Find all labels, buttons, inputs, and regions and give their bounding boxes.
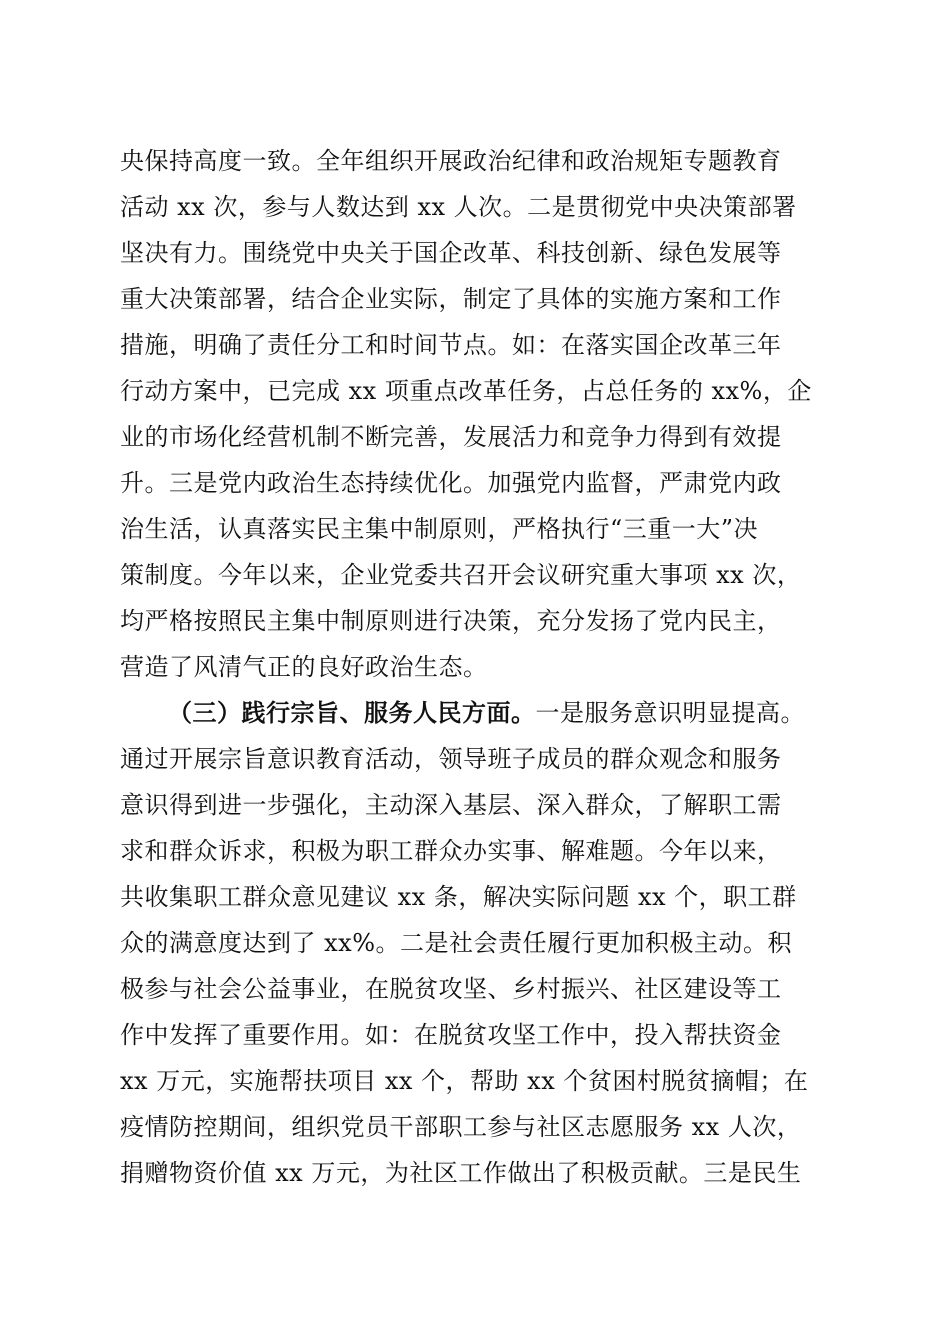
paragraph-line: 重大决策部署，结合企业实际，制定了具体的实施方案和工作 xyxy=(120,285,782,313)
section-3-heading: （三）践行宗旨、服务人民方面。 xyxy=(168,699,536,727)
paragraph-line: 业的市场化经营机制不断完善，发展活力和竞争力得到有效提 xyxy=(120,423,782,451)
paragraph-line: 疫情防控期间，组织党员干部职工参与社区志愿服务 xx 人次， xyxy=(120,1113,802,1141)
paragraph-line: 升。三是党内政治生态持续优化。加强党内监督，严肃党内政 xyxy=(120,469,782,497)
paragraph-line: 措施，明确了责任分工和时间节点。如：在落实国企改革三年 xyxy=(120,331,782,359)
paragraph-line: 捐赠物资价值 xx 万元，为社区工作做出了积极贡献。三是民生 xyxy=(120,1159,802,1187)
paragraph-line: 均严格按照民主集中制原则进行决策，充分发扬了党内民主， xyxy=(120,607,782,635)
paragraph-line: 通过开展宗旨意识教育活动，领导班子成员的群众观念和服务 xyxy=(120,745,782,773)
section-3-first-line-text: 一是服务意识明显提高。 xyxy=(535,699,805,727)
paragraph-line: 众的满意度达到了 xx%。二是社会责任履行更加积极主动。积 xyxy=(120,929,793,957)
paragraph-line: 活动 xx 次，参与人数达到 xx 人次。二是贯彻党中央决策部署 xyxy=(120,193,797,221)
paragraph-line: 策制度。今年以来，企业党委共召开会议研究重大事项 xx 次， xyxy=(120,561,802,589)
paragraph-line: 意识得到进一步强化，主动深入基层、深入群众，了解职工需 xyxy=(120,791,782,819)
paragraph-line: 极参与社会公益事业，在脱贫攻坚、乡村振兴、社区建设等工 xyxy=(120,975,782,1003)
paragraph-line: 营造了风清气正的良好政治生态。 xyxy=(120,653,488,681)
paragraph-line: 共收集职工群众意见建议 xx 条，解决实际问题 xx 个，职工群 xyxy=(120,883,797,911)
paragraph-line: 央保持高度一致。全年组织开展政治纪律和政治规矩专题教育 xyxy=(120,147,782,175)
paragraph-line: 坚决有力。围绕党中央关于国企改革、科技创新、绿色发展等 xyxy=(120,239,782,267)
section-3-first-line xyxy=(168,698,805,728)
paragraph-line: xx 万元，实施帮扶项目 xx 个，帮助 xx 个贫困村脱贫摘帽；在 xyxy=(120,1067,809,1095)
paragraph-line: 行动方案中，已完成 xx 项重点改革任务，占总任务的 xx%，企 xyxy=(120,377,812,405)
paragraph-line: 求和群众诉求，积极为职工群众办实事、解难题。今年以来， xyxy=(120,837,782,865)
paragraph-line: 作中发挥了重要作用。如：在脱贫攻坚工作中，投入帮扶资金 xyxy=(120,1021,782,1049)
paragraph-line: 治生活，认真落实民主集中制原则，严格执行“三重一大”决 xyxy=(120,515,759,543)
